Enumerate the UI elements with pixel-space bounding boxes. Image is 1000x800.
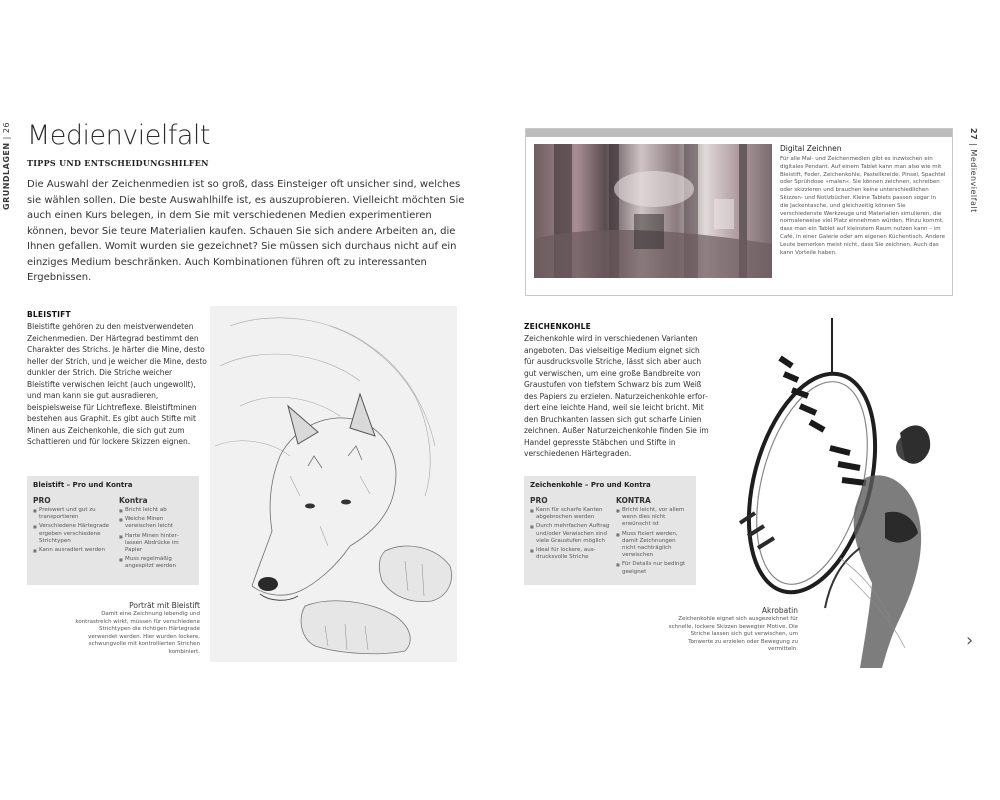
contra-list — [119, 507, 193, 573]
list-item: ■ Durch mehrfachen Auftrag und/oder Verwischen sind viele Graustufen möglich — [530, 523, 610, 545]
digital-painting-image — [534, 144, 772, 278]
list-item: ■ Kann ausradiert werden — [33, 547, 113, 554]
list-item: ■ Für Details nur bedingt geeignet — [616, 561, 690, 575]
kohle-caption-title: Akrobatin — [761, 606, 798, 615]
list-item: ■ Kann für scharfe Kanten abgebrochen werden — [530, 507, 610, 521]
digital-title: Digital Zeichnen — [780, 144, 842, 153]
digital-box-bar — [526, 129, 952, 137]
list-item: ■ Bricht leicht, vor allem wenn dies nicht erwünscht ist — [616, 507, 690, 529]
contra-label: Kontra — [119, 496, 148, 505]
list-item: ■ Harte Minen hinterlassen Abdrücke im Papier — [119, 533, 193, 555]
bleistift-text: Bleistifte gehören zu den meistverwendeten Zeichenmedien. Der Härtegrad bestimmt den Charakter des Strichs. Je härter die Mine, desto heller der Strich, und je weicher die Mine, desto dunkler der Strich. Die Striche weicher Bleistifte verwischen leicht (auch ungewollt), und man kann sie gut ausradieren, beispielsweise für Lichtreflexe. Bleistiftminen bestehen aus Graphit. Es gibt auch Stifte mit Minen aus Zeichenkohle, die sich gut zum Schattieren und für lockere Skizzen eignen. — [27, 322, 207, 446]
digital-text: Für alle Mal- und Zeichenmedien gibt es inzwischen ein digitales Pendant. Auf einem Tablet kann man also wie mit Bleistift, Feder, Zeichenkohle, Pastellkreide, Pinsel, Spachtel oder Sprühdose »malen«. Sie können zeichnen, schreiben oder skizzieren und brauchen keine unterschiedlichen Skizzen- und Notizbücher. Kleine Tablets passen sogar in die Jackentasche, und gleichzeitig können Sie verschiedenste Werkzeuge und Materialien simulieren, die normalerweise viel Platz einnehmen würden. Hinzu kommt, dass man ein Tablet auf kleinstem Raum nutzen kann – im Café, in einer Galerie oder am eigenen Küchentisch. Andere Leute bemerken meist nicht, dass Sie zeichnen. Auch das kann Vorteile haben. — [780, 156, 946, 256]
list-item: ■ Muss fixiert werden, damit Zeichnungen nicht nachträglich verwischen — [616, 531, 690, 560]
digital-painting-art — [534, 144, 772, 278]
list-item: ■ Preiswert und gut zu transportieren — [33, 507, 113, 521]
bleistift-caption-title: Porträt mit Bleistift — [129, 601, 200, 610]
kohle-caption-text: Zeichenkohle eignet sich ausgezeichnet für schnelle, lockere Skizzen bewegter Motive. Die Striche lassen sich gut verwischen, um Tonwerte zu erzielen oder Bewegung zu vermitteln. — [668, 616, 798, 652]
pro-list — [530, 507, 610, 563]
page-subtitle: TIPPS UND ENTSCHEIDUNGSHILFEN — [27, 158, 209, 168]
list-item: ■ Ideal für lockere, ausdrucksvolle Striche — [530, 547, 610, 561]
procon-box-title: Zeichenkohle – Pro und Kontra — [530, 481, 651, 489]
next-page-button[interactable] — [966, 630, 973, 651]
bleistift-procon-box — [27, 476, 199, 585]
acrobat-charcoal-drawing — [700, 318, 960, 670]
kohle-heading: ZEICHENKOHLE — [524, 322, 591, 331]
bleistift-caption-text: Damit eine Zeichnung lebendig und kontrastreich wirkt, müssen für verschiedene Strichtypen die richtigen Härtegrade verwendet werden. Hier wurden lockere, schwungvolle mit kontrollierten Strichen kombiniert. — [75, 611, 200, 655]
digital-box — [525, 128, 953, 296]
pro-label: PRO — [530, 496, 548, 505]
kohle-text: Zeichenkohle wird in verschiedenen Varianten angeboten. Das vielseitige Medium eignet sich für ausdrucksvolle Striche, lässt sich aber auch gut verwischen, um eine große Bandbreite von Graustufen von tiefstem Schwarz bis zum Weiß des Papiers zu erzielen. Naturzeichenkohle erfordert eine leichte Hand, weil sie leicht bricht. Mit den Bruchkanten lassen sich gut scharfe Linien zeichnen. Außer Naturzeichenkohle finden Sie im Handel gepresste Stäbchen und Stifte in verschiedenen Härtegraden. — [524, 334, 709, 458]
procon-box-title: Bleistift – Pro und Kontra — [33, 481, 133, 489]
list-item: ■ Muss regelmäßig angespitzt werden — [119, 556, 193, 570]
contra-label: KONTRA — [616, 496, 651, 505]
right-section-label: Medienvielfalt — [969, 149, 978, 213]
right-page-marker: 27 | Medienvielfalt — [969, 128, 978, 213]
list-item: ■ Verschiedene Härtegrade ergeben verschiedene Strichtypen — [33, 523, 113, 545]
chevron-right-icon: › — [966, 630, 974, 651]
left-page-marker: GRUNDLAGEN | 26 — [2, 121, 11, 210]
page-title: Medienvielfalt — [27, 120, 211, 151]
bleistift-heading: BLEISTIFT — [27, 310, 71, 319]
left-page-number: 26 — [2, 121, 11, 134]
list-item: ■ Bricht leicht ab — [119, 507, 193, 514]
list-item: ■ Weiche Minen verwischen leicht — [119, 516, 193, 530]
intro-paragraph: Die Auswahl der Zeichenmedien ist so groß, dass Einsteiger oft unsicher sind, welches sie wählen sollen. Die beste Auswahlhilfe ist, es auszuprobieren. Vielleicht möchten Sie auch einen Kurs belegen, in dem Sie mit verschiedenen Medien experimentieren können, bevor Sie teure Materialien kaufen. Schauen Sie sich andere Arbeiten an, die Ihnen gefallen. Womit wurden sie gezeichnet? Sie müssen sich durchaus nicht auf ein einziges Medium beschränken. Auch Kombinationen führen oft zu interessanten Ergebnissen. — [27, 179, 465, 283]
contra-list — [616, 507, 690, 578]
kohle-procon-box — [524, 476, 696, 585]
pro-list — [33, 507, 113, 556]
left-section-label: GRUNDLAGEN — [2, 142, 11, 210]
right-page-number: 27 — [969, 128, 978, 141]
wolf-pencil-drawing — [210, 306, 457, 662]
pro-label: PRO — [33, 496, 51, 505]
